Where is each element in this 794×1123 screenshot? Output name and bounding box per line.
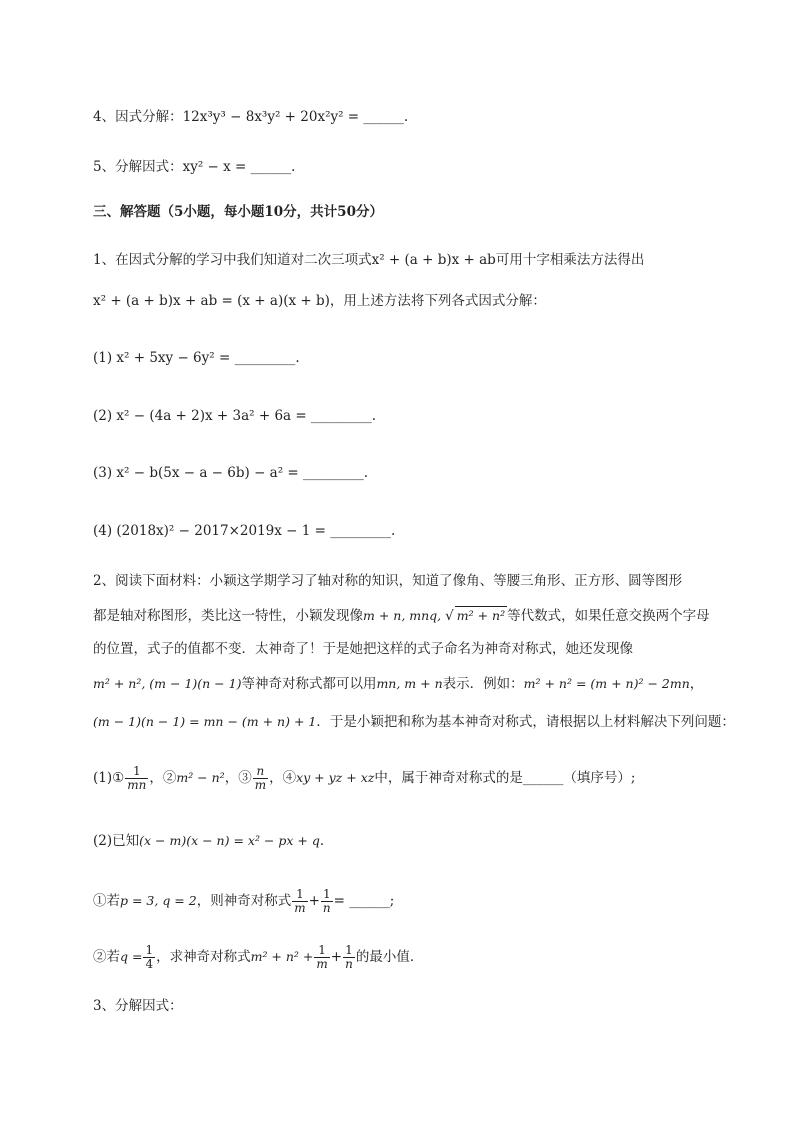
numerator: 1 bbox=[292, 888, 307, 902]
problem-2-part-2 bbox=[93, 832, 333, 850]
text: 表示．例如： bbox=[442, 676, 524, 692]
math-expression: m² − n² bbox=[176, 770, 225, 785]
text: ．于是小颖把和称为基本神奇对称式，请根据以上材料解决下列问题： bbox=[316, 714, 735, 730]
math-expression: q = bbox=[120, 949, 143, 964]
separator: ，② bbox=[149, 770, 177, 786]
label: (1)① bbox=[93, 770, 125, 786]
numerator: 1 bbox=[314, 944, 329, 958]
denominator: n bbox=[322, 901, 331, 915]
sqrt-sign: √ bbox=[445, 608, 454, 624]
problem-2-part-2a bbox=[93, 888, 394, 915]
section-heading: 三、解答题（5小题，每小题10分，共计50分） bbox=[93, 204, 383, 220]
denominator: 4 bbox=[145, 957, 154, 971]
text: 等代数式，如果任意交换两个字母 bbox=[507, 608, 710, 624]
math-expression: xy + yz + xz bbox=[296, 770, 375, 785]
text: 等神奇对称式都可以用 bbox=[241, 676, 377, 692]
math-expression: m² + n², (m − 1)(n − 1) bbox=[93, 676, 242, 691]
problem-2-text-b bbox=[93, 606, 710, 625]
problem-1-part-4: (4) (2018x)² − 2017×2019x − 1 = _________. bbox=[93, 523, 396, 539]
operator: + bbox=[330, 949, 343, 965]
problem-1-part-3: (3) x² − b(5x − a − 6b) − a² = _________. bbox=[93, 465, 369, 481]
numerator: 1 bbox=[145, 943, 154, 957]
fraction bbox=[253, 765, 268, 792]
question-5: 5、分解因式：xy² − x = ______. bbox=[93, 159, 296, 175]
problem-1-intro-a: 1、在因式分解的学习中我们知道对二次三项式x² + (a + b)x + ab可用十字相乘法方法得出 bbox=[93, 252, 645, 268]
math-expression: m² + n² = (m + n)² − 2mn bbox=[523, 676, 690, 691]
denominator: m bbox=[294, 901, 306, 915]
operator: + bbox=[308, 893, 320, 909]
denominator: n bbox=[345, 957, 353, 971]
numerator: 1 bbox=[321, 888, 333, 902]
math-expression: p = 3, q = 2 bbox=[120, 893, 197, 908]
numerator: n bbox=[253, 765, 268, 779]
math-expression: (m − 1)(n − 1) = mn − (m + n) + 1 bbox=[93, 714, 317, 729]
denominator: m bbox=[254, 778, 267, 792]
denominator: m bbox=[316, 957, 328, 971]
text: ，则神奇对称式 bbox=[196, 893, 292, 909]
question-4: 4、因式分解：12x³y³ − 8x³y² + 20x²y² = ______. bbox=[93, 109, 409, 125]
problem-1-part-1: (1) x² + 5xy − 6y² = _________. bbox=[93, 350, 300, 366]
problem-2-text-d bbox=[93, 675, 703, 693]
text: 中，属于神奇对称式的是______（填序号）; bbox=[374, 770, 636, 786]
problem-2-part-2b bbox=[93, 944, 423, 971]
math-expression: m + n, mnq, bbox=[363, 608, 446, 623]
text: ， bbox=[689, 676, 704, 692]
fraction bbox=[321, 888, 333, 915]
separator: ，③ bbox=[224, 770, 252, 786]
problem-1-intro-b: x² + (a + b)x + ab = (x + a)(x + b)，用上述方法将下列各式因式分解： bbox=[93, 293, 546, 309]
question-3: 3、分解因式： bbox=[93, 998, 183, 1014]
text: 的最小值． bbox=[355, 949, 424, 965]
problem-2-text-a: 2、阅读下面材料：小颖这学期学习了轴对称的知识，知道了像角、等腰三角形、正方形、圆等图形 bbox=[93, 573, 683, 589]
math-expression: m² + n² + bbox=[250, 949, 314, 964]
separator: ，④ bbox=[269, 770, 297, 786]
text: ． bbox=[319, 833, 334, 849]
problem-2-text-c: 的位置，式子的值都不变．太神奇了！于是她把这样的式子命名为神奇对称式，她还发现像 bbox=[93, 641, 633, 657]
sqrt-content: m² + n² bbox=[456, 608, 506, 623]
math-expression: mn, m + n bbox=[376, 676, 443, 691]
text: = ______; bbox=[333, 893, 395, 909]
denominator: mn bbox=[127, 778, 147, 792]
fraction bbox=[292, 888, 307, 915]
label: ②若 bbox=[93, 949, 120, 965]
text: ，求神奇对称式 bbox=[156, 949, 251, 965]
label: (2)已知 bbox=[93, 833, 140, 849]
problem-2-text-e bbox=[93, 713, 735, 731]
numerator: 1 bbox=[343, 944, 355, 958]
text: 都是轴对称图形，类比这一特性，小颖发现像 bbox=[93, 608, 363, 624]
math-expression: (x − m)(x − n) = x² − px + q bbox=[139, 833, 320, 848]
problem-2-part-1 bbox=[93, 765, 635, 792]
fraction bbox=[343, 944, 355, 971]
numerator: 1 bbox=[125, 765, 148, 779]
fraction bbox=[314, 944, 329, 971]
fraction bbox=[143, 944, 155, 971]
label: ①若 bbox=[93, 893, 120, 909]
fraction bbox=[125, 765, 148, 792]
problem-1-part-2: (2) x² − (4a + 2)x + 3a² + 6a = _________. bbox=[93, 408, 377, 424]
